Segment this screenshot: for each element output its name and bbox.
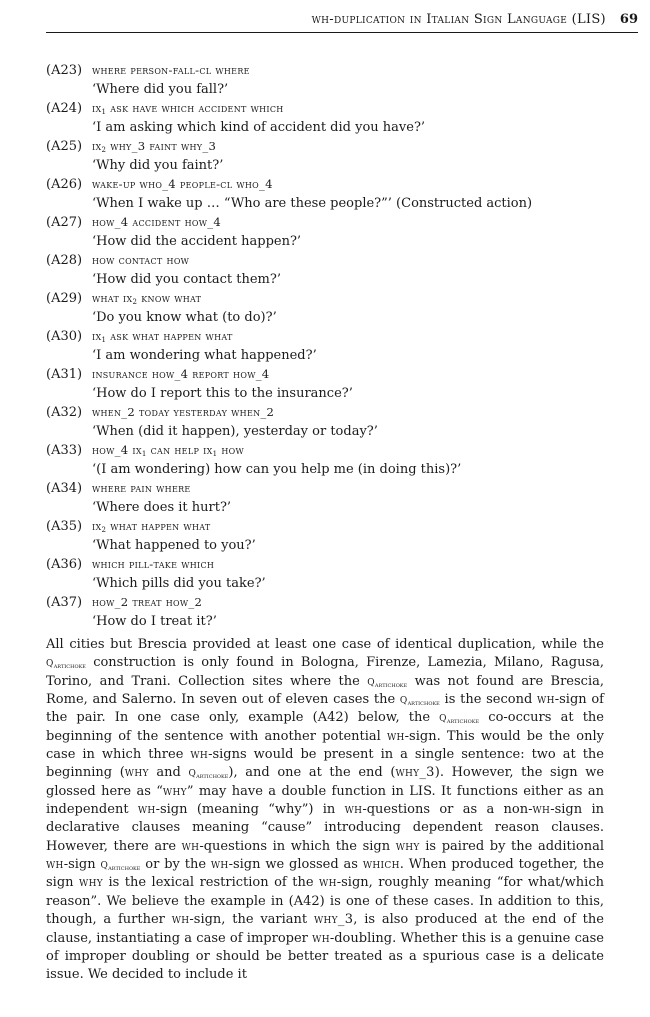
example-gloss: $ix_2$ why_3 faint why_3 xyxy=(92,139,217,154)
example-number: (A35) xyxy=(46,519,83,534)
example-item xyxy=(46,555,636,593)
example-translation: ‘What happened to you?’ xyxy=(92,538,256,553)
example-item xyxy=(46,517,636,555)
example-translation: ‘How did you contact them?’ xyxy=(92,272,281,287)
body-paragraph: All cities but Brescia provided at least one case of identical duplication, while the $q_{artichoke}$ construction is only found in Bologna, Firenze, Lamezia, Milano, Ragusa, Torino, and Trani. Collection sites where the $q_{artichoke}$ was not found are Brescia, Rome, and Salerno. In seven out of eleven cases the $q_{artichoke}$ is the second wh-sign of the pair. In one case only, example (A42) below, the $q_{artichoke}$ co-occurs at the beginning of the sentence with another potential wh-sign. This would be the only case in which three wh-signs would be present in a single sentence: two at the beginning (why and $q_{artichoke}$), and one at the end (why_3). However, the sign we glossed here as “why” may have a double function in LIS. It functions either as an independent wh-sign (meaning “why”) in wh-questions or as a non-wh-sign in declarative clauses meaning “cause” introducing dependent reason clauses. However, there are wh-questions in which the sign why is paired by the additional wh-sign $q_{artichoke}$ or by the wh-sign we glossed as which. When produced together, the sign why is the lexical restriction of the wh-sign, roughly meaning “for what/which reason”. We believe the example in (A42) is one of these cases. In addition to this, though, a further wh-sign, the variant why_3, is also produced at the end of the clause, instantiating a case of improper wh-doubling. Whether this is a genuine case of improper doubling or should be better treated as a spurious case is a delicate issue. We decided to include it xyxy=(46,637,605,983)
example-gloss: wake-up who_4 people-cl who_4 xyxy=(92,177,273,191)
example-item xyxy=(46,441,636,479)
example-number: (A25) xyxy=(46,139,83,154)
example-list xyxy=(46,61,636,631)
example-item xyxy=(46,251,636,289)
example-gloss: how_4 accident how_4 xyxy=(92,215,222,229)
page-number: 69 xyxy=(619,11,638,27)
example-item xyxy=(46,175,636,213)
example-translation: ‘How did the accident happen?’ xyxy=(92,234,302,249)
example-translation: ‘When I wake up … “Who are these people?”’ (Constructed action) xyxy=(92,196,533,211)
example-number: (A26) xyxy=(46,177,83,192)
example-translation: ‘How do I treat it?’ xyxy=(92,614,217,629)
example-number: (A24) xyxy=(46,101,83,116)
example-number: (A32) xyxy=(46,405,83,420)
running-header xyxy=(46,6,638,33)
example-gloss: how contact how xyxy=(92,253,190,267)
example-number: (A31) xyxy=(46,367,83,382)
example-translation: ‘Where did you fall?’ xyxy=(92,82,229,97)
example-item xyxy=(46,365,636,403)
example-translation: ‘How do I report this to the insurance?’ xyxy=(92,386,353,401)
example-gloss: how_4 $ix_1$ can help $ix_1$ how xyxy=(92,443,244,458)
example-gloss: how_2 treat how_2 xyxy=(92,595,203,609)
example-item xyxy=(46,479,636,517)
example-translation: ‘When (did it happen), yesterday or today?’ xyxy=(92,424,378,439)
example-gloss: where person-fall-cl where xyxy=(92,63,250,77)
example-item xyxy=(46,61,636,99)
example-translation: ‘(I am wondering) how can you help me (in doing this)?’ xyxy=(92,462,462,477)
example-number: (A28) xyxy=(46,253,83,268)
running-title: wh-duplication in Italian Sign Language (LIS) xyxy=(311,11,606,27)
example-number: (A30) xyxy=(46,329,83,344)
example-item xyxy=(46,327,636,365)
example-translation: ‘Do you know what (to do)?’ xyxy=(92,310,277,325)
example-gloss: where pain where xyxy=(92,481,191,495)
example-translation: ‘Which pills did you take?’ xyxy=(92,576,266,591)
example-translation: ‘Why did you faint?’ xyxy=(92,158,224,173)
example-number: (A29) xyxy=(46,291,83,306)
example-item xyxy=(46,403,636,441)
example-gloss: $ix_2$ what happen what xyxy=(92,519,211,534)
example-gloss: what $ix_2$ know what xyxy=(92,291,202,306)
example-gloss: $ix_1$ ask have which accident which xyxy=(92,101,284,116)
example-number: (A34) xyxy=(46,481,83,496)
example-gloss: $ix_1$ ask what happen what xyxy=(92,329,233,344)
example-number: (A23) xyxy=(46,63,83,78)
example-number: (A37) xyxy=(46,595,83,610)
example-item xyxy=(46,289,636,327)
example-item xyxy=(46,137,636,175)
example-item xyxy=(46,99,636,137)
example-number: (A36) xyxy=(46,557,83,572)
example-translation: ‘Where does it hurt?’ xyxy=(92,500,232,515)
example-number: (A33) xyxy=(46,443,83,458)
example-gloss: insurance how_4 report how_4 xyxy=(92,367,270,381)
example-number: (A27) xyxy=(46,215,83,230)
example-translation: ‘I am asking which kind of accident did you have?’ xyxy=(92,120,426,135)
example-item xyxy=(46,593,636,631)
example-translation: ‘I am wondering what happened?’ xyxy=(92,348,317,363)
example-gloss: when_2 today yesterday when_2 xyxy=(92,405,275,419)
example-gloss: which pill-take which xyxy=(92,557,215,571)
example-item xyxy=(46,213,636,251)
